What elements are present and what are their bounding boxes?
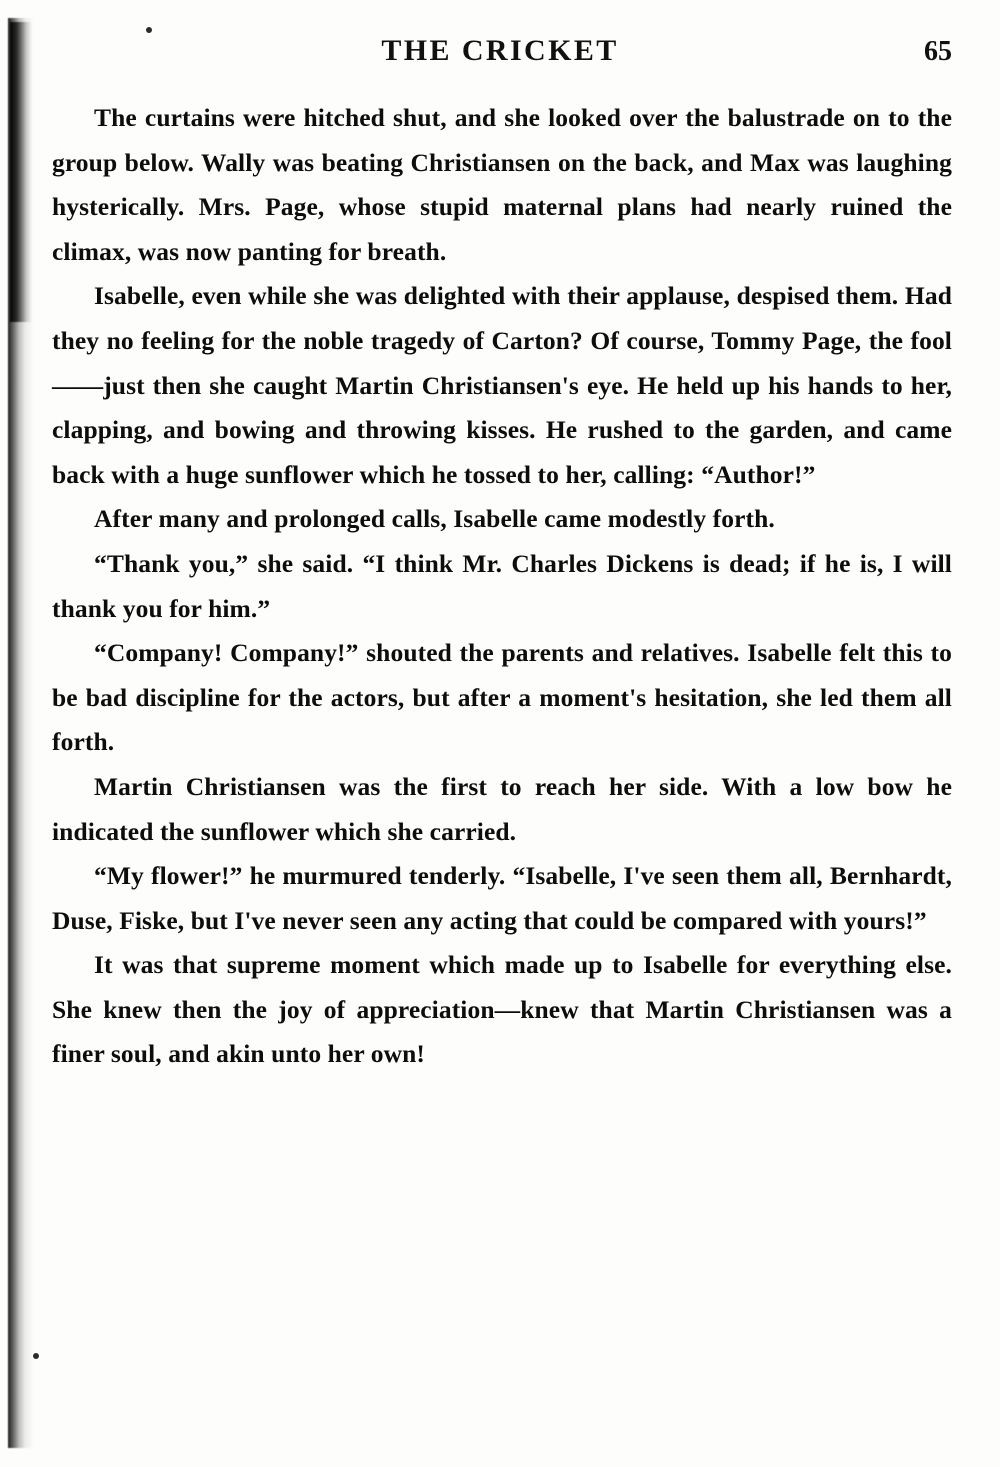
page-number: 65 [924, 36, 952, 67]
running-head: THE CRICKET [381, 34, 619, 67]
scan-speck [33, 1353, 39, 1359]
paragraph: After many and prolonged calls, Isabelle came modestly forth. [94, 504, 775, 534]
page-header [0, 34, 1000, 76]
paragraph: “Company! Company!” shouted the parents and relatives. Isabelle felt this to be bad discipline for the actors, but after a moment's hesitation, she led them all forth. [52, 638, 952, 757]
paragraph: It was that supreme moment which made up to Isabelle for everything else. She knew then the joy of appreciation—knew that Martin Christiansen was a finer soul, and akin unto her own! [52, 950, 952, 1069]
paragraph: The curtains were hitched shut, and she looked over the balustrade on to the group below. Wally was beating Christiansen on the back, and Max was laughing hysterically. Mrs. Page, whose stupid maternal plans had nearly ruined the climax, was now panting for breath. [52, 103, 952, 266]
paragraph: Isabelle, even while she was delighted with their applause, despised them. Had they no feeling for the noble tragedy of Carton? Of course, Tommy Page, the fool——just then she caught Martin Christiansen's eye. He held up his hands to her, clapping, and bowing and throwing kisses. He rushed to the garden, and came back with a huge sunflower which he tossed to her, calling: “Author!” [52, 281, 952, 489]
paragraph: Martin Christiansen was the first to reach her side. With a low bow he indicated the sunflower which she carried. [52, 771, 952, 846]
paragraph: “Thank you,” she said. “I think Mr. Charles Dickens is dead; if he is, I will thank you for him.” [52, 548, 952, 623]
paragraph: “My flower!” he murmured tenderly. “Isabelle, I've seen them all, Bernhardt, Duse, Fiske, but I've never seen any acting that could be compared with yours!” [52, 861, 952, 935]
scan-speck [146, 27, 152, 33]
body-text [52, 96, 952, 1077]
